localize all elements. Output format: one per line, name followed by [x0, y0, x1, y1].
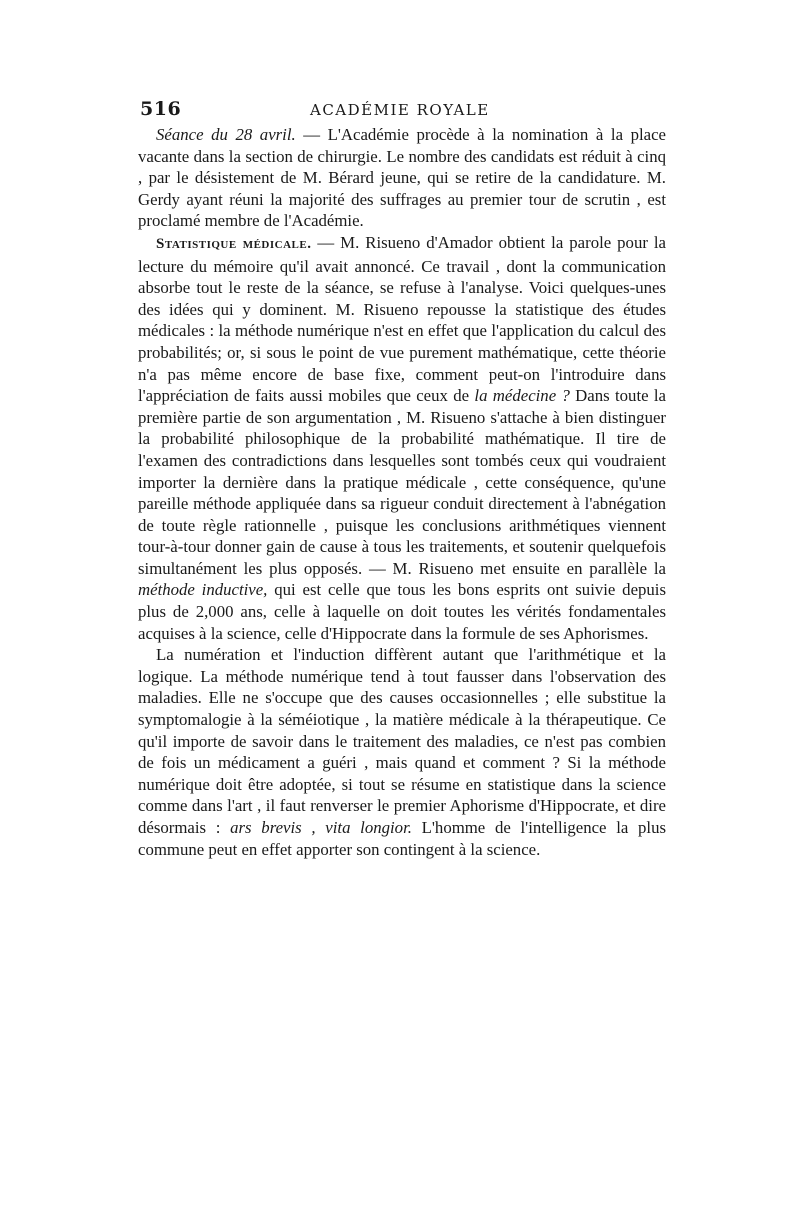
paragraph-seance	[138, 124, 666, 232]
paragraph-statistique	[138, 232, 666, 644]
body-text	[138, 124, 666, 860]
section-heading: Statistique médicale.	[156, 235, 312, 252]
italic-phrase: méthode inductive,	[138, 580, 268, 600]
page-number: 516	[140, 98, 182, 120]
running-title: ACADÉMIE ROYALE	[310, 101, 490, 119]
page-header	[140, 98, 665, 122]
paragraph-text: — M. Risueno d'Amador obtient la parole pour la lecture du mémoire qu'il avait annoncé. Ce travail , dont la communication absorbe tout le reste de la séance, se refuse à l'analyse. Voici quelques-unes des idées qui y dominent. M. Risueno repousse la statistique des études médicales : la méthode numérique n'est en effet que l'application du calcul des probabilités; or, si sous le point de vue purement mathématique, cette théorie n'a pas même encore de base fixe, comment peut-on l'introduire dans l'appréciation de faits aussi mobiles que ceux de	[138, 232, 666, 406]
latin-phrase: ars brevis , vita longior.	[230, 818, 412, 837]
paragraph-text: qui est celle que tous les bons esprits ont suivie depuis plus de 2,000 ans, celle à laquelle on doit toutes les vérités fondamentales acquises à la science, celle d'Hippocrate dans la formule de ses Aphorismes.	[138, 580, 666, 643]
paragraph-text: L'homme de l'intelligence la plus commune peut en effet apporter son contingent à la science.	[138, 818, 666, 859]
paragraph-numeration	[138, 644, 666, 860]
paragraph-text: Dans toute la première partie de son argumentation , M. Risueno s'attache à bien distinguer la probabilité philosophique de la probabilité mathématique. Il tire de l'examen des contradictions dans lesquelles sont tombés ceux qui voudraient importer la dernière dans la pratique médicale , cette conséquence, qu'une pareille méthode appliquée dans sa rigueur conduit directement à l'abnégation de toute règle rationnelle , puisque les conclusions arithmétiques viennent tour-à-tour donner gain de cause à tous les traitements, et soutenir quelquefois simultanément les plus opposés. — M. Risueno met ensuite en parallèle la	[138, 386, 666, 578]
paragraph-text: — L'Académie procède à la nomination à la place vacante dans la section de chirurgie. Le nombre des candidats est réduit à cinq , par le désistement de M. Bérard jeune, qui se retire de la candidature. M. Gerdy ayant réuni la majorité des suffrages au premier tour de scrutin , est proclamé membre de l'Académie.	[138, 125, 666, 231]
session-date: Séance du 28 avril.	[156, 125, 296, 144]
paragraph-text: La numération et l'induction diffèrent autant que l'arithmétique et la logique. La méthode numérique tend à tout fausser dans l'observation des maladies. Elle ne s'occupe que des causes occasionnelles ; elle substitue la symptomalogie à la séméiotique , la matière médicale à la thérapeutique. Ce qu'il importe de savoir dans le traitement des maladies, ce n'est pas combien de fois un médicament a guéri , mais quand et comment ? Si la méthode numérique doit être adoptée, si tout se résume en statistique dans la science comme dans l'art , il faut renverser le premier Aphorisme d'Hippocrate, et dire désormais :	[138, 645, 666, 837]
italic-phrase: la médecine ?	[474, 386, 570, 406]
